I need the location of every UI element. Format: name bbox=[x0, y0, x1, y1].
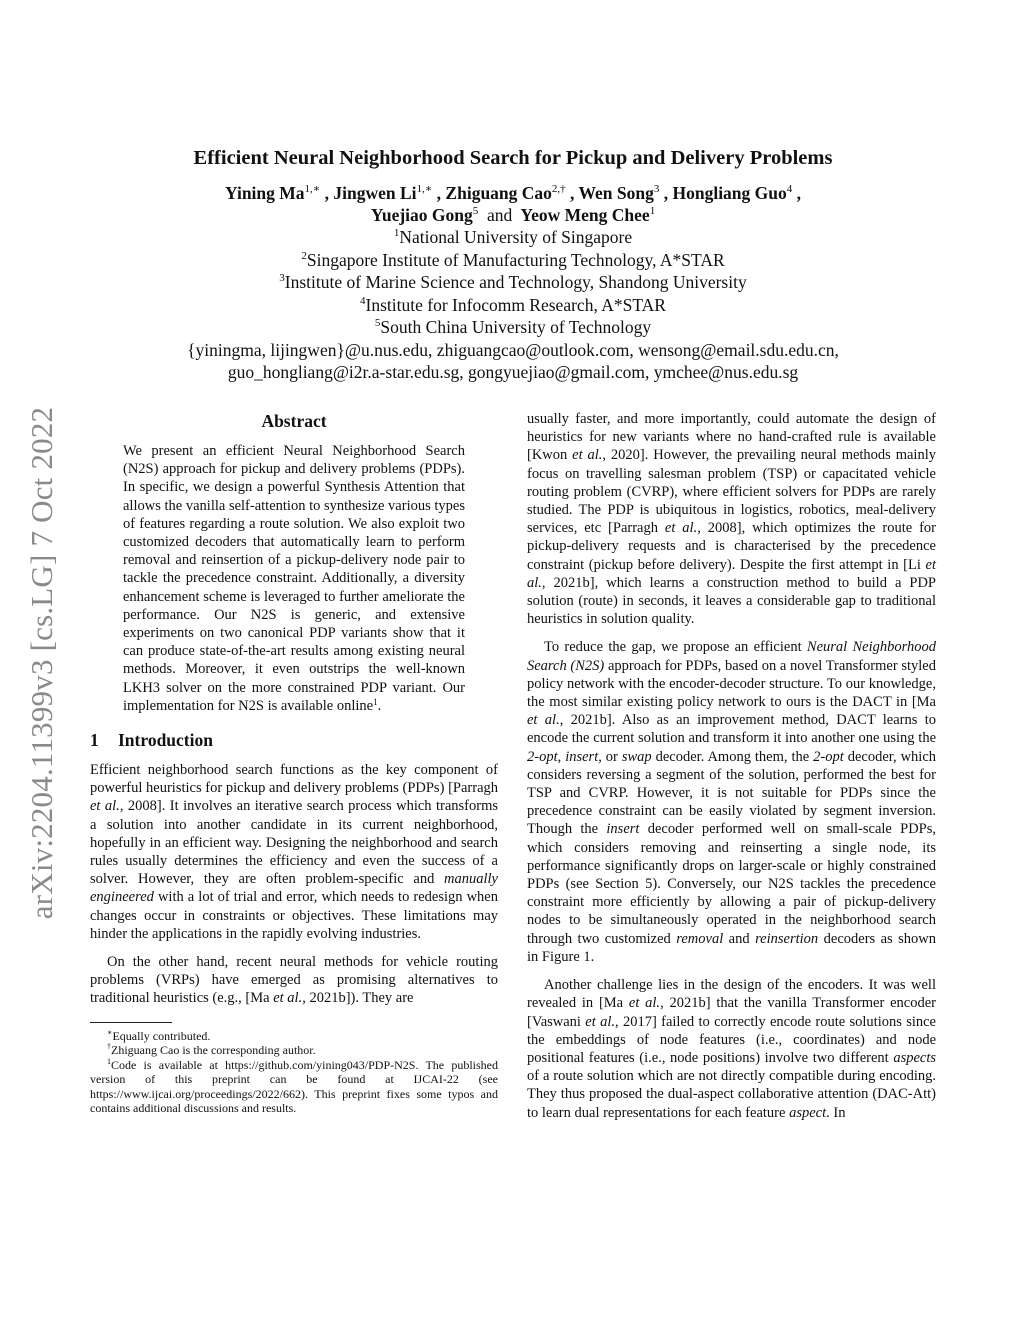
author-name: Yuejiao Gong bbox=[370, 205, 473, 225]
abstract-text: We present an efficient Neural Neighborhood Search (N2S) approach for pickup and delivery problems (PDPs). In specific, we design a powerful Synthesis Attention that allows the vanilla self-attention to synthesize various types of features regarding a route solution. We also exploit two customized decoders that automatically learn to perform removal and reinsertion of a pickup-delivery node pair to tackle the precedence constraint. Additionally, a diversity enhancement scheme is leveraged to further ameliorate the performance. Our N2S is generic, and extensive experiments on two canonical PDP variants show that it can produce state-of-the-art results among existing neural methods. Moreover, it even outstrips the well-known LKH3 solver on the more constrained PDP variant. Our implementation for N2S is available online$^1$. bbox=[123, 443, 465, 714]
footnote-rule bbox=[90, 1022, 172, 1023]
author-name: Hongliang Guo bbox=[672, 183, 787, 203]
section-heading bbox=[90, 729, 498, 751]
left-column bbox=[90, 410, 498, 1116]
author-name: Wen Song bbox=[578, 183, 654, 203]
author-mark: 1,∗ bbox=[416, 183, 433, 195]
affiliation-4: $^4$Institute for Infocomm Research, A*STAR bbox=[360, 294, 666, 315]
body-paragraph-2: To reduce the gap, we propose an efficient Neural Neighborhood Search (N2S) approach for PDPs, based on a novel Transformer styled policy network with the encoder-decoder structure. To our knowledge, the most similar existing policy network to ours is the DACT in [Ma et al., 2021b]. Also as an improvement method, DACT learns to encode the current solution and transform it into another one using the 2-opt, insert, or swap decoder. Among them, the 2-opt decoder, which considers reversing a segment of the solution, performed the best for TSP and CVRP. However, it is not suitable for PDPs since the precedence constraint can be easily violated by segment inversion. Though the insert decoder performed well on small-scale PDPs, which considers removing and reinserting a single node, its performance significantly drops on larger-scale or highly constrained PDPs (see Section 5). Conversely, our N2S tackles the precedence constraint more efficiently by allowing a pair of pickup-delivery nodes to be simultaneously operated in the neighborhood search through two customized removal and reinsertion decoders as shown in Figure 1. bbox=[527, 639, 937, 965]
author-mark: 3 bbox=[653, 183, 660, 195]
affiliation-1: $^1$National University of Singapore bbox=[393, 227, 633, 247]
body-paragraph-1: usually faster, and more importantly, could automate the design of heuristics for new variants where no hand-crafted rule is available [Kwon et al., 2020]. However, the prevailing neural methods mainly focus on travelling salesman problem (TSP) or capacitated vehicle routing problem (CVRP), where efficient solvers for PDPs are rarely studied. The PDP is ubiquitous in logistics, robotics, meal-delivery services, etc [Parragh et al., 2008], which optimizes the route for pickup-delivery requests and is characterised by the precedence constraint (pickup before delivery). Despite the first attempt in [Li et al., 2021b], which learns a construction method to build a PDP solution (route) in seconds, it leaves a considerable gap to traditional heuristics in solution quality. bbox=[527, 411, 937, 628]
affiliation-5: $^5$South China University of Technology bbox=[374, 317, 652, 337]
author-mark: 4 bbox=[786, 183, 793, 195]
footnote-mark: 1 bbox=[373, 696, 378, 707]
abstract-heading: Abstract bbox=[261, 411, 327, 431]
author-name: Yeow Meng Chee bbox=[520, 205, 650, 225]
author-mark: 5 bbox=[472, 205, 479, 217]
author-name: Zhiguang Cao bbox=[445, 183, 552, 203]
section-number: 1 bbox=[90, 730, 99, 751]
intro-paragraph-1: Efficient neighborhood search functions as the key component of powerful heuristics for pickup and delivery problems (PDPs) [Parragh et al., 2008]. It involves an iterative search process which transforms a solution into another candidate in its current neighborhood, hopefully in an efficient way. Designing the neighborhood and search rules usually determines the efficiency and even the success of a solver. However, they are often problem-specific and manually engineered with a lot of trial and error, which needs to redesign when changes occur in constraints or objectives. These limitations may hinder the applications in the rapidly evolving industries. bbox=[90, 762, 498, 942]
body-paragraph-3: Another challenge lies in the design of the encoders. It was well revealed in [Ma et al., 2021b] that the vanilla Transformer encoder [Vaswani et al., 2017] failed to correctly encode route solutions since the embeddings of node features (i.e., coordinates) and node positional features (i.e., node positions) involve two different aspects of a route solution which are not directly compatible during encoding. They thus proposed the dual-aspect collaborative attention (DAC-Att) to learn dual representations for each feature aspect. In bbox=[527, 977, 936, 1121]
footnote-2: †Zhiguang Cao is the corresponding author. bbox=[107, 1042, 316, 1058]
footnote-3: $^1$Code is available at https://github.com/yining043/PDP-N2S. The published version of this preprint can be found at IJCAI-22 (see https://www.ijcai.org/proceedings/2022/662). This preprint fixes some typos and contains additional discussions and results. bbox=[90, 1056, 498, 1116]
affiliation-2: $^2$Singapore Institute of Manufacturing Technology, A*STAR bbox=[301, 249, 725, 270]
author-list: Yining $Ma^{1,∗}$ , Jingwen $Li^{1,∗}$ , Zhiguang Cao$^{2,\dagger}$ , Wen Song$^3$ , Hongliang Guo$^4$ , Yuejiao Gong$^5$ and Yeow Meng Chee$^1$ bbox=[224, 183, 802, 225]
email-line-1: {yiningma, lijingwen}@u.nus.edu, zhiguangcao@outlook.com, wensong@email.sdu.edu.cn, bbox=[187, 339, 839, 360]
affiliation-3: $^3$Institute of Marine Science and Technology, Shandong University bbox=[279, 272, 747, 292]
arxiv-stamp bbox=[22, 368, 62, 958]
author-mark: 1 bbox=[649, 205, 656, 217]
abstract bbox=[90, 442, 498, 715]
email-line-2: guo_hongliang@i2r.a-star.edu.sg, gongyuejiao@gmail.com, ymchee@nus.edu.sg bbox=[227, 362, 799, 382]
arxiv-id: arXiv:2204.11399v3 [cs.LG] 7 Oct 2022 bbox=[24, 406, 59, 920]
intro-paragraph-2: On the other hand, recent neural methods for vehicle routing problems (VRPs) have emerged as promising alternatives to traditional heuristics (e.g., [Ma et al., 2021b]). They are bbox=[90, 954, 498, 1007]
author-mark: 1,∗ bbox=[304, 183, 321, 195]
author-name: Jingwen Li bbox=[333, 183, 417, 203]
author-mark: 2,† bbox=[551, 183, 566, 195]
footnotes bbox=[90, 1029, 498, 1116]
right-column bbox=[527, 410, 936, 1132]
author-name: Yining Ma bbox=[224, 183, 305, 203]
footnote-1: ∗Equally contributed. bbox=[107, 1027, 211, 1043]
paper-title: Efficient Neural Neighborhood Search for Pickup and Delivery Problems bbox=[193, 147, 833, 169]
author-and: and bbox=[487, 205, 513, 225]
section-title: Introduction bbox=[118, 730, 213, 751]
paper-header bbox=[90, 144, 936, 384]
